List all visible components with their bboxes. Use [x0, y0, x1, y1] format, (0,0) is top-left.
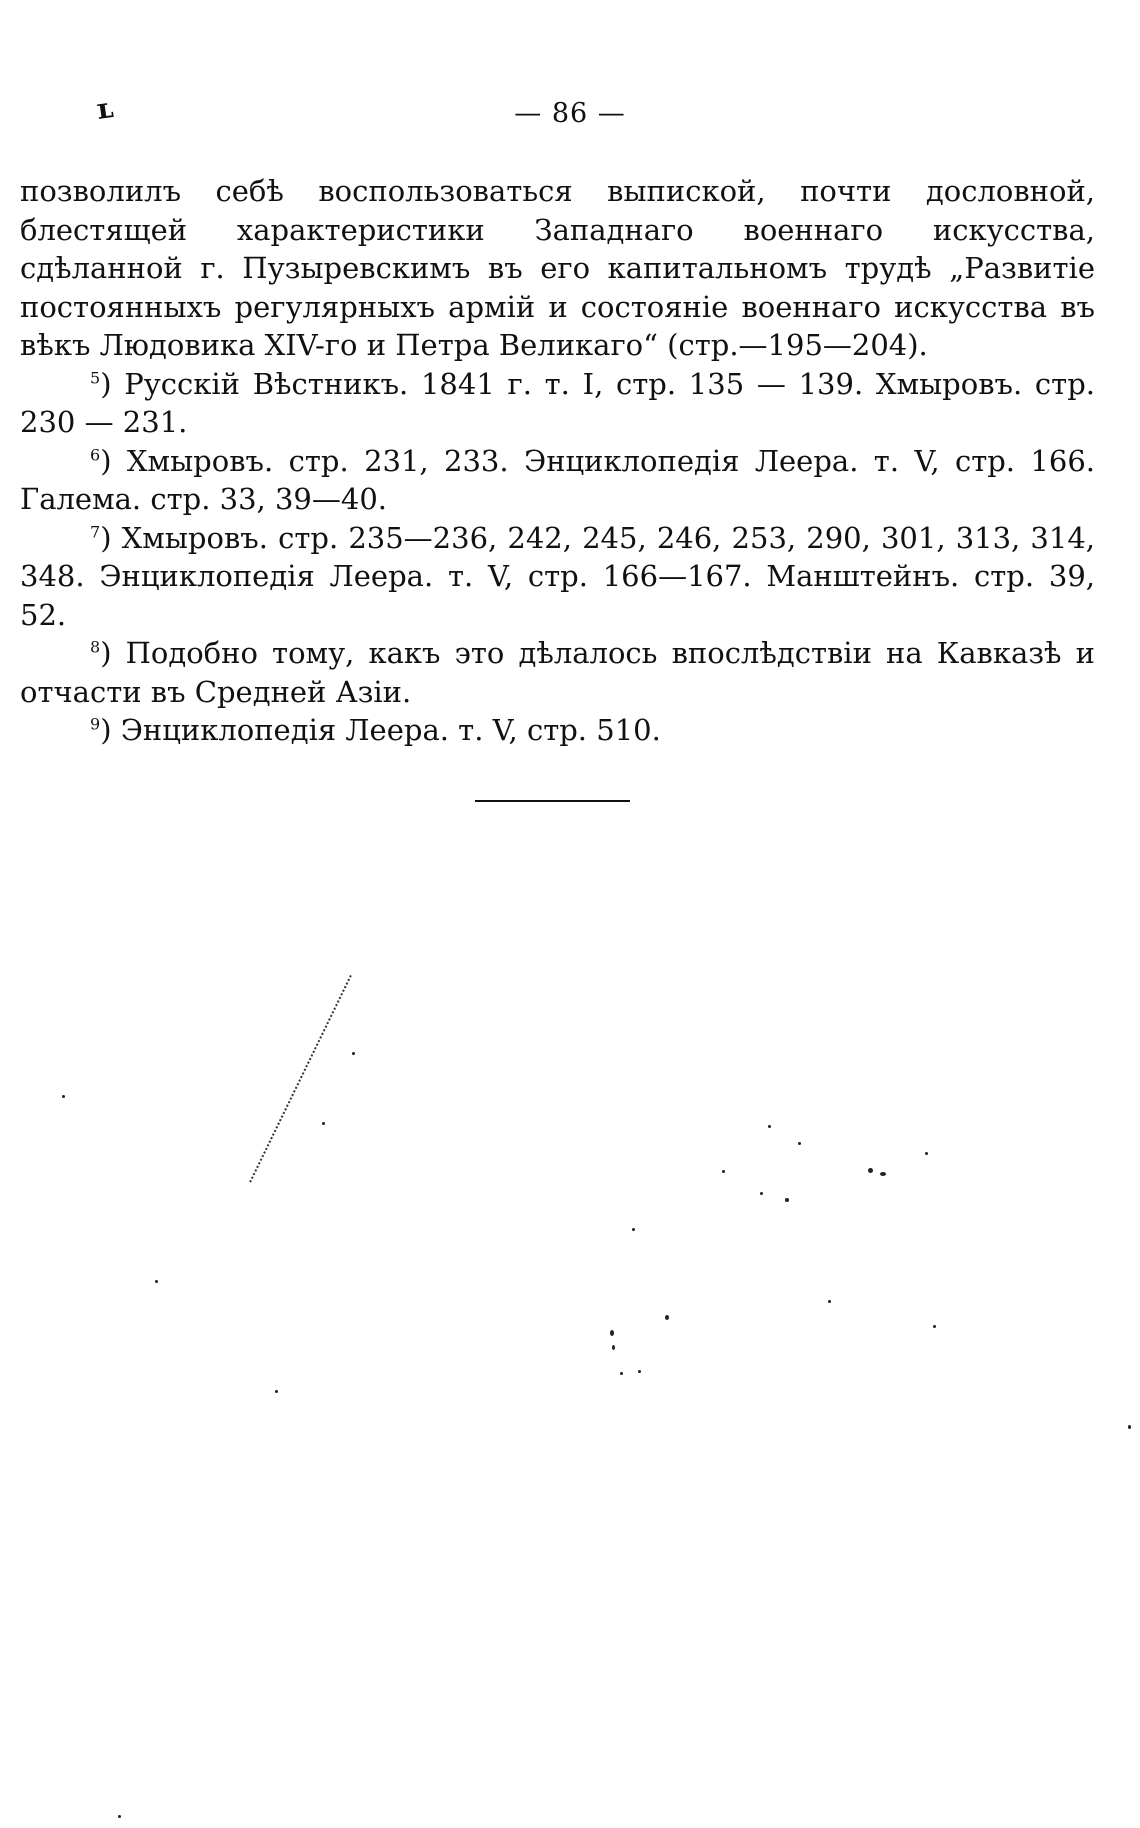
scan-speck [352, 1052, 355, 1055]
footnote-8 [20, 634, 1095, 711]
scan-speck [665, 1315, 669, 1320]
scan-speck [155, 1280, 158, 1283]
scan-speck [638, 1370, 641, 1373]
scan-speck [620, 1372, 623, 1375]
scan-speck [785, 1198, 789, 1202]
scan-speck [933, 1325, 936, 1328]
footnote-marker: 5 [90, 367, 101, 387]
scan-speck [62, 1095, 65, 1098]
section-divider-rule [475, 800, 630, 802]
footnote-marker: 8 [90, 637, 101, 657]
footnote-9 [20, 711, 1095, 750]
footnote-text: ) Русскій Вѣстникъ. 1841 г. т. I, стр. 135 — 139. Хмыровъ. стр. 230 — 231. [20, 366, 1095, 439]
footnote-6 [20, 442, 1095, 519]
scan-speck [322, 1122, 325, 1125]
footnote-text: ) Энциклопедія Леера. т. V, стр. 510. [100, 713, 661, 747]
scan-speck [275, 1390, 278, 1393]
scan-speck [880, 1172, 886, 1176]
scan-speck [925, 1152, 928, 1155]
footnote-marker: 9 [90, 714, 101, 734]
scan-speck [118, 1815, 121, 1818]
scan-speck [632, 1228, 635, 1231]
scan-speck [798, 1142, 801, 1145]
paragraph-text: позволилъ себѣ воспользоваться выпиской, почти дословной, блестящей характеристики Западнаго военнаго искусства, сдѣланной г. Пузыревскимъ въ его капитальномъ трудѣ „Развитіе постоянныхъ регулярныхъ армій и состояніе военнаго искусства въ вѣкъ Людовика XIV-го и Петра Великаго“ (стр.—195—204). [20, 174, 1095, 362]
footnote-marker: 6 [90, 444, 101, 464]
scan-speck [722, 1170, 725, 1173]
footnote-5 [20, 365, 1095, 442]
scan-speck [828, 1300, 831, 1303]
scan-speck [760, 1192, 763, 1195]
body-text [20, 172, 1095, 750]
scan-speck [768, 1125, 771, 1128]
scan-speck [1128, 1425, 1131, 1429]
paragraph-continuation [20, 172, 1095, 365]
page-number: — 86 — [514, 98, 626, 129]
corner-mark: ʟ [93, 90, 116, 127]
scan-speck [868, 1168, 873, 1173]
footnote-text: ) Хмыровъ. стр. 231, 233. Энциклопедія Леера. т. V, стр. 166. Галема. стр. 33, 39—40. [20, 443, 1095, 516]
footnote-text: ) Подобно тому, какъ это дѣлалось впослѣдствіи на Кавказѣ и отчасти въ Средней Азіи. [20, 636, 1095, 709]
footnote-text: ) Хмыровъ. стр. 235—236, 242, 245, 246, 253, 290, 301, 313, 314, 348. Энциклопедія Леера. т. V, стр. 166—167. Манштейнъ. стр. 39, 52. [20, 520, 1095, 632]
scan-scratch [249, 975, 352, 1183]
footnote-marker: 7 [90, 521, 101, 541]
footnote-7 [20, 519, 1095, 635]
scan-speck [610, 1330, 614, 1336]
scan-speck [612, 1345, 615, 1350]
